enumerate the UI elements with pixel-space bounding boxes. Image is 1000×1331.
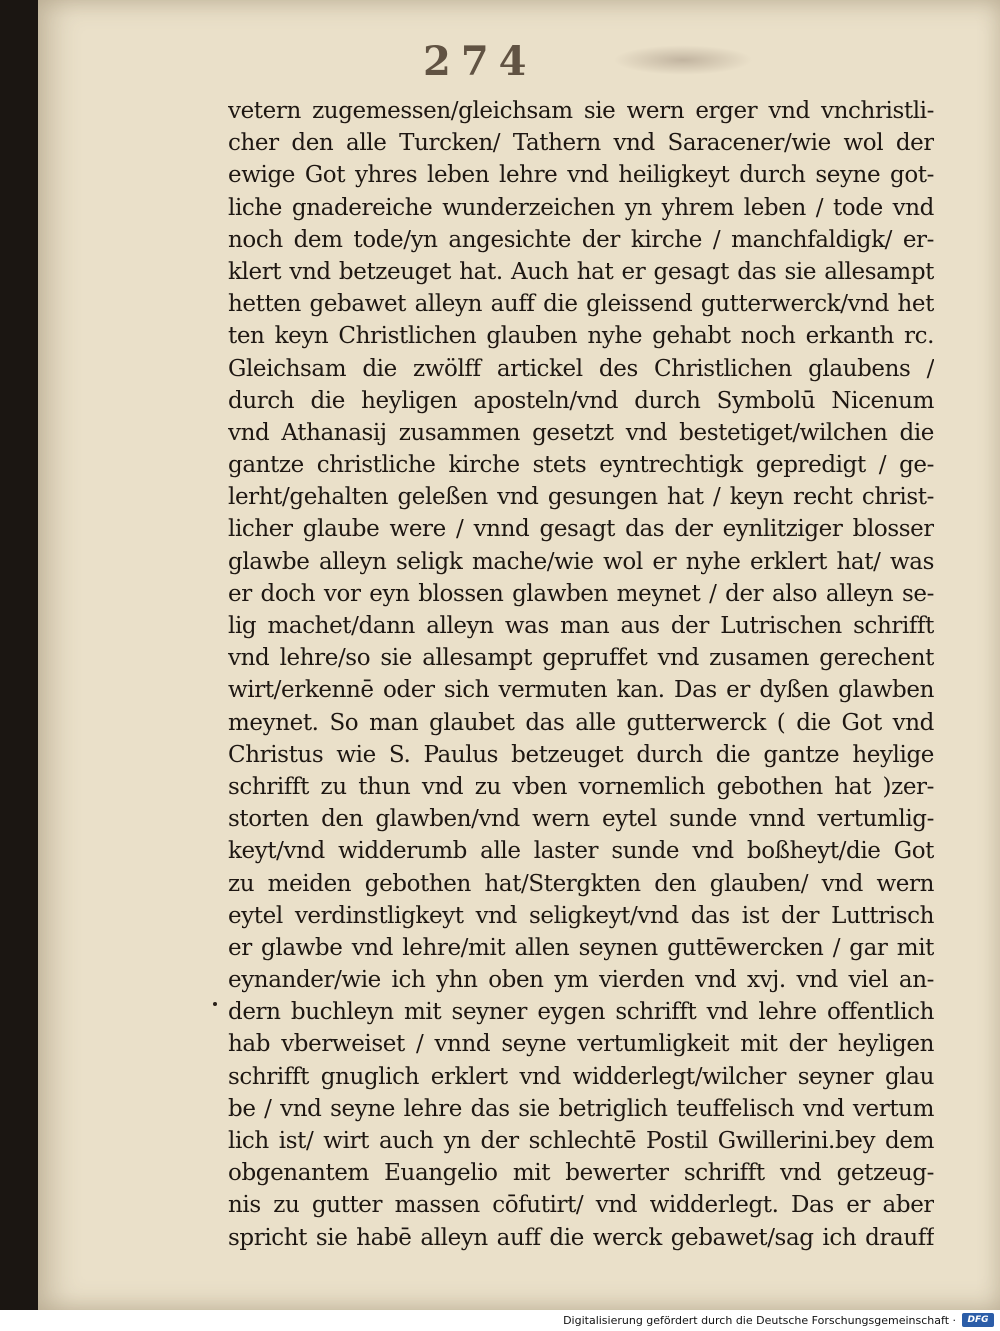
text-line: ewige Got yhres leben lehre vnd heiligkeyt durch seyne got-	[228, 162, 934, 189]
text-line: zu meiden gebothen hat/Stergkten den glauben/ vnd wern	[228, 870, 934, 897]
dfg-logo-icon[interactable]: DFG	[962, 1313, 994, 1327]
funding-credit: Digitalisierung gefördert durch die Deutsche Forschungsgemeinschaft ·	[563, 1314, 956, 1327]
text-block	[228, 95, 934, 1254]
text-line: schrifft zu thun vnd zu vben vornemlich gebothen hat )zer-	[228, 773, 934, 800]
text-line: lig machet/dann alleyn was man aus der Lutrischen schrifft	[228, 613, 934, 639]
text-line: vnd Athanasij zusammen gesetzt vnd bestetiget/wilchen die	[228, 419, 934, 446]
text-line: vnd lehre/so sie allesampt gepruffet vnd zusamen gerechent	[228, 645, 934, 672]
text-line: liche gnadereiche wunderzeichen yn yhrem leben / tode vnd	[228, 194, 934, 221]
text-line: glawbe alleyn seligk mache/wie wol er nyhe erklert hat/ was	[228, 548, 934, 575]
text-line: licher glaube were / vnnd gesagt das der eynlitziger blosser	[228, 516, 934, 543]
text-line: obgenantem Euangelio mit bewerter schrifft vnd getzeug-	[228, 1160, 934, 1187]
text-line: wirt/erkennē oder sich vermuten kan. Das er dyßen glawben	[228, 677, 934, 704]
text-line: nis zu gutter massen cōfutirt/ vnd widderlegt. Das er aber	[228, 1192, 934, 1219]
text-line: lich ist/ wirt auch yn der schlechtē Postil Gwillerini.bey dem	[228, 1128, 934, 1154]
text-line: durch die heyligen aposteln/vnd durch Symbolū Nicenum	[228, 387, 934, 414]
text-line: Gleichsam die zwölff artickel des Christlichen glaubens /	[228, 355, 934, 382]
text-line: eytel verdinstligkeyt vnd seligkeyt/vnd das ist der Luttrisch	[228, 902, 934, 929]
text-line: vetern zugemessen/gleichsam sie wern erger vnd vnchristli-	[228, 98, 934, 124]
text-line: hetten gebawet alleyn auff die gleissend gutterwerck/vnd het	[228, 291, 934, 318]
text-line: eynander/wie ich yhn oben ym vierden vnd xvj. vnd viel an-	[228, 967, 934, 994]
text-line: dern buchleyn mit seyner eygen schrifft vnd lehre offentlich	[228, 999, 934, 1026]
text-line: cher den alle Turcken/ Tathern vnd Saracener/wie wol der	[228, 130, 934, 157]
text-line: schrifft gnuglich erklert vnd widderlegt/wilcher seyner glau	[228, 1063, 934, 1090]
text-line: noch dem tode/yn angesichte der kirche / manchfaldigk/ er-	[228, 226, 934, 253]
footer-bar	[0, 1310, 1000, 1331]
text-line: be / vnd seyne lehre das sie betriglich teuffelisch vnd vertum	[228, 1095, 934, 1122]
text-line: lerht/gehalten geleßen vnd gesungen hat / keyn recht christ-	[228, 484, 934, 511]
ink-bleed-smudge	[613, 45, 753, 75]
text-line: klert vnd betzeuget hat. Auch hat er gesagt das sie allesampt	[228, 258, 934, 285]
text-line: keyt/vnd widderumb alle laster sunde vnd boßheyt/die Got	[228, 838, 934, 865]
text-line: ten keyn Christlichen glauben nyhe gehabt noch erkanth rc.	[228, 323, 934, 350]
text-line: spricht sie habē alleyn auff die werck gebawet/sag ich drauff	[228, 1224, 934, 1251]
text-line: er doch vor eyn blossen glawben meynet / der also alleyn se-	[228, 580, 934, 607]
text-line: hab vberweiset / vnnd seyne vertumligkeit mit der heyligen	[228, 1031, 934, 1058]
text-line: er glawbe vnd lehre/mit allen seynen guttēwercken / gar mit	[228, 934, 934, 961]
text-line: meynet. So man glaubet das alle gutterwerck ( die Got vnd	[228, 709, 934, 736]
page-number: 274	[423, 38, 537, 85]
text-line: gantze christliche kirche stets eyntrechtigk gepredigt / ge-	[228, 452, 934, 479]
margin-ink-dot	[213, 1002, 217, 1006]
text-line: storten den glawben/vnd wern eytel sunde vnnd vertumlig-	[228, 806, 934, 833]
text-line: Christus wie S. Paulus betzeuget durch die gantze heylige	[228, 741, 934, 768]
